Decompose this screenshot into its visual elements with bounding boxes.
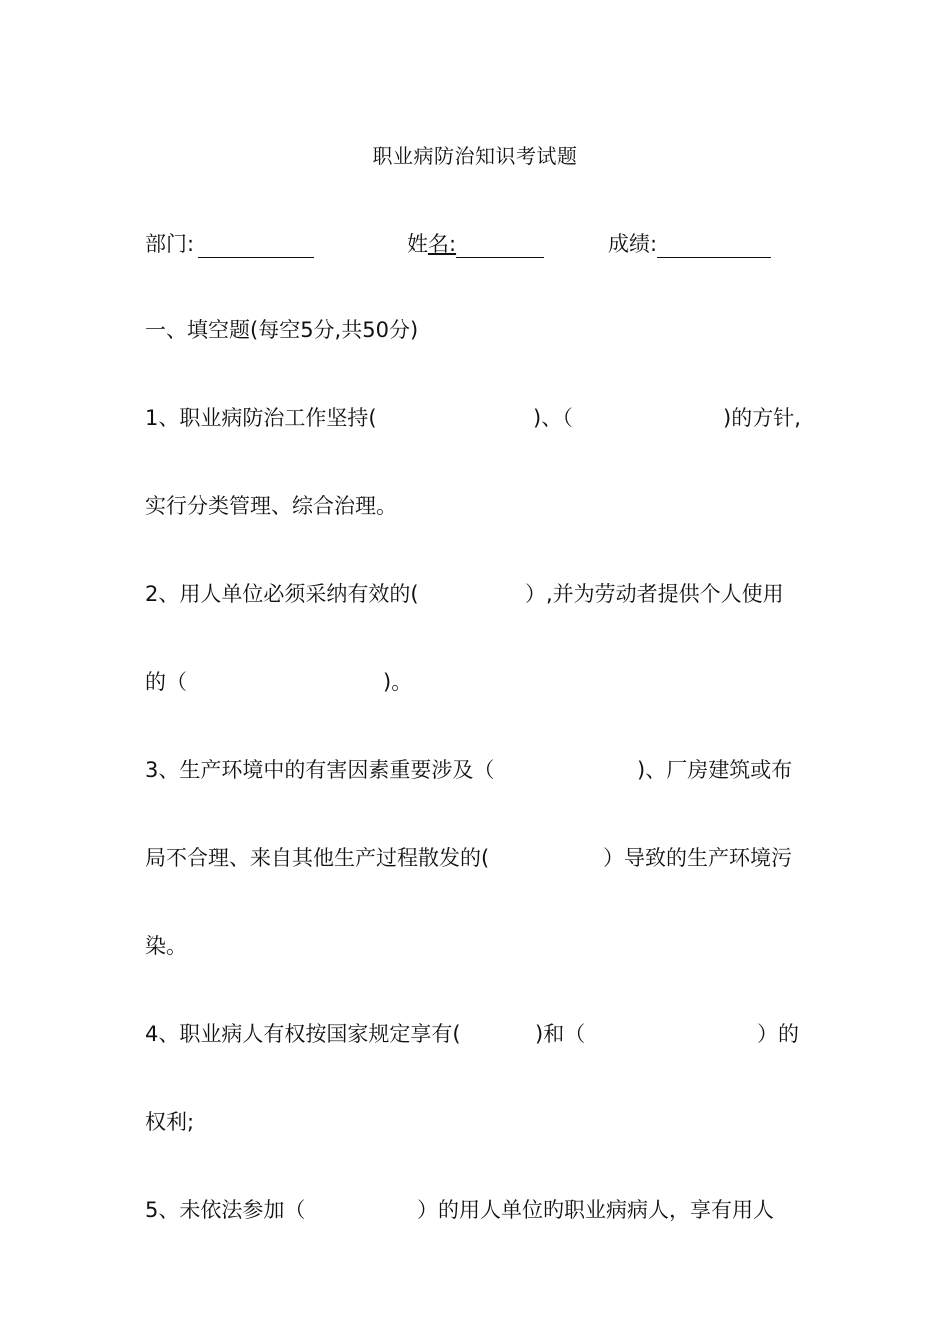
q2-text-4: )。 [383,670,413,694]
q2-text-1: 2、用人单位必须采纳有效的( [145,582,419,606]
q5-text-2: ）的用人单位旳职业病病人，享有用人 [417,1198,774,1222]
department-field [145,228,314,258]
q3-text-2: )、厂房建筑或布 [637,758,793,782]
score-blank[interactable] [657,235,771,258]
q5-text-1: 5、未依法参加（ [145,1198,306,1222]
q2-text-3: 的（ [145,670,187,694]
question-2-line-1 [145,580,805,608]
question-5-line-1 [145,1196,805,1224]
question-1-line-1 [145,404,805,432]
question-4-line-2: 权利; [145,1110,195,1134]
name-label-prefix: 姓 [407,232,428,256]
question-3-line-3: 染。 [145,934,187,958]
question-1-line-2: 实行分类管理、综合治理。 [145,494,397,518]
question-4-line-1 [145,1020,805,1048]
question-3-line-2 [145,844,805,872]
page-title: 职业病防治知识考试题 [372,144,578,168]
q2-text-2: ）,并为劳动者提供个人使用 [525,582,784,606]
question-2-line-2 [145,668,805,696]
section-heading: 一、填空题(每空5分,共50分) [145,318,419,342]
name-blank[interactable] [456,235,544,258]
q4-text-1: 4、职业病人有权按国家规定享有( [145,1022,461,1046]
q4-text-3: ）的 [757,1022,799,1046]
name-field [407,228,544,258]
department-blank[interactable] [198,235,314,258]
info-row [0,228,950,258]
score-field [608,228,771,258]
q3-text-3: 局不合理、来自其他生产过程散发的( [145,846,490,870]
name-label-underlined: 名: [428,232,457,256]
q1-text-2: )、（ [533,406,573,430]
q4-text-2: )和（ [535,1022,586,1046]
q1-text-1: 1、职业病防治工作坚持( [145,406,377,430]
q3-text-1: 3、生产环境中的有害因素重要涉及（ [145,758,495,782]
department-label: 部门: [145,232,195,256]
q1-text-3: )的方针, [723,406,801,430]
question-3-line-1 [145,756,805,784]
q3-text-4: ）导致的生产环境污 [603,846,792,870]
score-label: 成绩: [608,232,658,256]
